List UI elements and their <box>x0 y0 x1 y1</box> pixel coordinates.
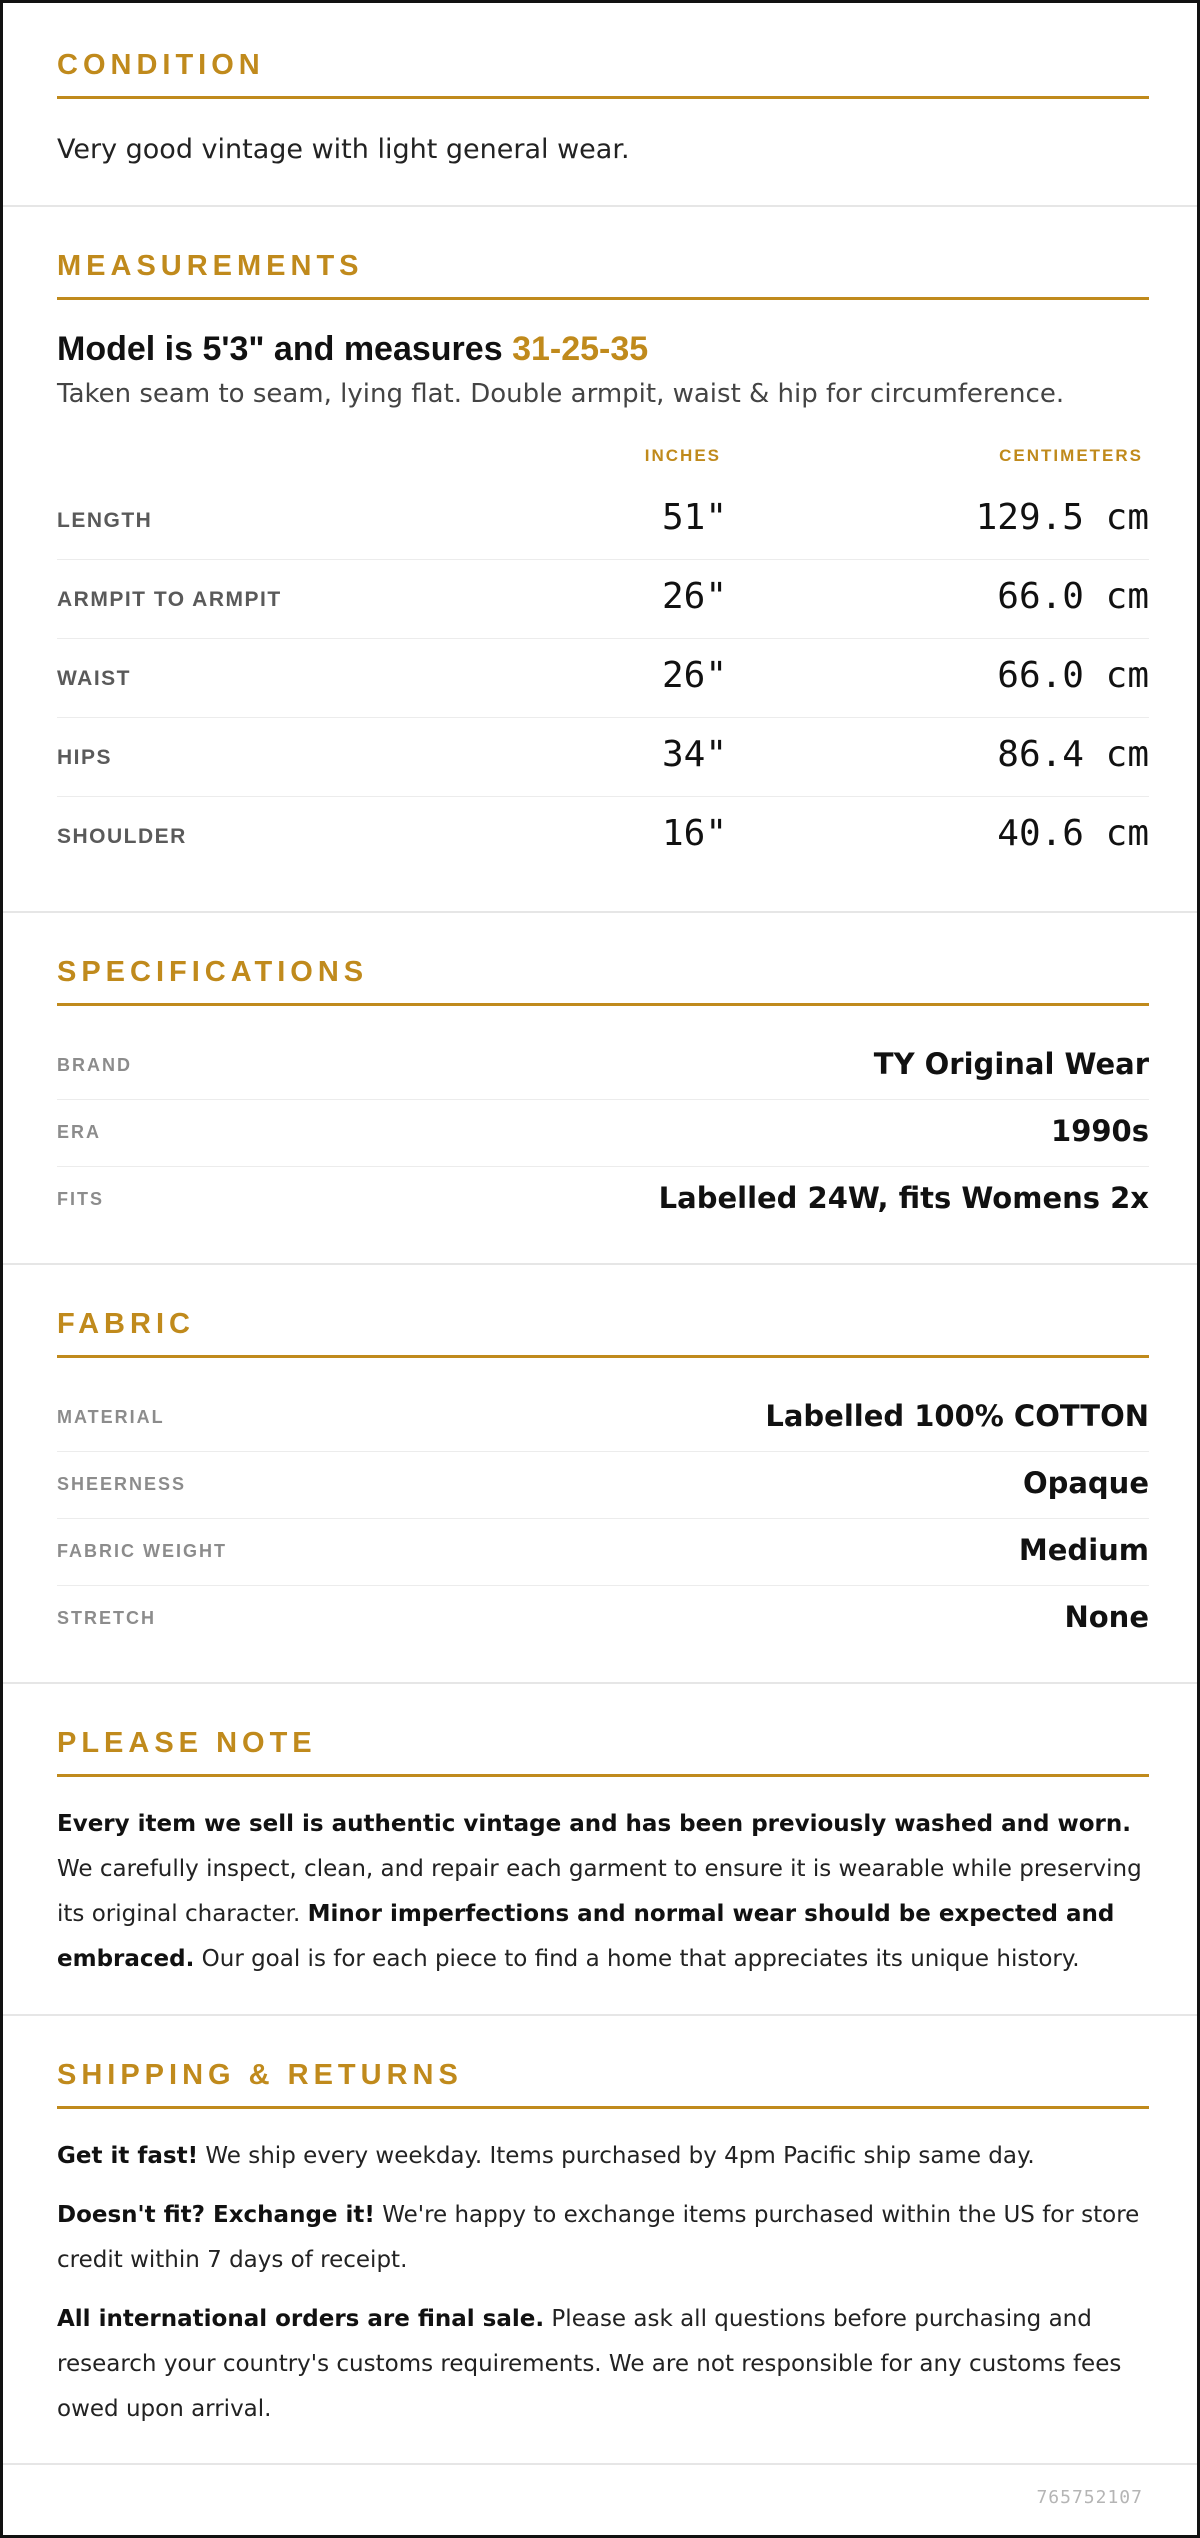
measurement-label: ARMPIT TO ARMPIT <box>57 588 282 611</box>
measurement-cm: 40.6 cm <box>997 813 1149 854</box>
col-cm-header: CENTIMETERS <box>999 446 1143 465</box>
spec-label: BRAND <box>57 1055 132 1075</box>
fabric-value: Labelled 100% COTTON <box>765 1399 1149 1433</box>
spec-row <box>57 1033 1149 1100</box>
note-text-2: Our goal is for each piece to find a home that appreciates its unique history. <box>194 1946 1080 1972</box>
measurement-cm: 86.4 cm <box>997 734 1149 775</box>
measurement-label: SHOULDER <box>57 825 187 848</box>
shipping-heading: SHIPPING & RETURNS <box>57 2059 463 2091</box>
measurement-cm: 129.5 cm <box>975 497 1149 538</box>
fabric-row <box>57 1519 1149 1586</box>
fabric-value: Medium <box>1018 1533 1149 1567</box>
condition-text: Very good vintage with light general wear. <box>57 134 630 165</box>
shipping-bold: Doesn't fit? Exchange it! <box>57 2202 375 2228</box>
shipping-paragraph <box>57 2297 1149 2432</box>
measurement-row <box>57 797 1149 876</box>
section-divider <box>3 205 1197 207</box>
specifications-heading: SPECIFICATIONS <box>57 956 369 988</box>
shipping-body: We're happy to exchange items purchased within the US for store credit within 7 days of receipt. <box>57 2202 1140 2273</box>
shipping-bold: Get it fast! <box>57 2143 199 2169</box>
spec-value: Labelled 24W, fits Womens 2x <box>658 1181 1149 1215</box>
measurement-label: HIPS <box>57 746 113 769</box>
model-measures: 31-25-35 <box>512 330 649 368</box>
shipping-rule <box>57 2106 1149 2109</box>
shipping-bold: All international orders are final sale. <box>57 2306 545 2332</box>
measurements-rule <box>57 297 1149 300</box>
section-divider <box>3 1682 1197 1684</box>
note-text-1: We carefully inspect, clean, and repair each garment to ensure it is wearable while preserving its original character. <box>57 1856 1142 1927</box>
shipping-text <box>57 2134 1149 2446</box>
shipping-body: Please ask all questions before purchasing and research your country's customs requirements. We are not responsible for any customs fees owed upon arrival. <box>57 2306 1122 2422</box>
specifications-rule <box>57 1003 1149 1006</box>
fabric-label: FABRIC WEIGHT <box>57 1541 227 1561</box>
measurement-row <box>57 481 1149 560</box>
model-prefix: Model is 5'3" and measures <box>57 330 513 368</box>
spec-label: FITS <box>57 1189 104 1209</box>
fabric-heading: FABRIC <box>57 1308 195 1340</box>
measurement-label: WAIST <box>57 667 131 690</box>
measurement-inches: 34" <box>661 734 727 775</box>
spec-label: ERA <box>57 1122 102 1142</box>
measurements-note: Taken seam to seam, lying flat. Double armpit, waist & hip for circumference. <box>57 379 1065 409</box>
measurement-cm: 66.0 cm <box>997 655 1149 696</box>
fabric-value: None <box>1064 1600 1149 1634</box>
fabric-value: Opaque <box>1022 1466 1149 1500</box>
condition-rule <box>57 96 1149 99</box>
fabric-label: STRETCH <box>57 1608 156 1628</box>
please-note-heading: PLEASE NOTE <box>57 1727 317 1759</box>
note-bold-2: Minor imperfections and normal wear should be expected and embraced. <box>57 1901 1115 1972</box>
shipping-paragraph <box>57 2134 1149 2179</box>
section-divider <box>3 911 1197 913</box>
fabric-rule <box>57 1355 1149 1358</box>
spec-value: TY Original Wear <box>873 1047 1149 1081</box>
model-line <box>57 330 648 369</box>
measurement-row <box>57 718 1149 797</box>
col-inches-header: INCHES <box>644 446 721 465</box>
shipping-body: We ship every weekday. Items purchased by 4pm Pacific ship same day. <box>198 2143 1035 2169</box>
fabric-label: SHEERNESS <box>57 1474 187 1494</box>
measurements-heading: MEASUREMENTS <box>57 250 364 282</box>
fabric-row <box>57 1452 1149 1519</box>
measurement-label: LENGTH <box>57 509 153 532</box>
fabric-label: MATERIAL <box>57 1407 165 1427</box>
note-bold-1: Every item we sell is authentic vintage and has been previously washed and worn. <box>57 1811 1131 1837</box>
spec-value: 1990s <box>1051 1114 1149 1148</box>
item-id: 765752107 <box>1036 2487 1143 2508</box>
please-note-rule <box>57 1774 1149 1777</box>
measurement-inches: 26" <box>661 655 727 696</box>
spec-row <box>57 1167 1149 1234</box>
please-note-text <box>57 1802 1149 1982</box>
measurement-inches: 26" <box>661 576 727 617</box>
spec-row <box>57 1100 1149 1167</box>
measurement-inches: 51" <box>661 497 727 538</box>
measurement-inches: 16" <box>661 813 727 854</box>
measurement-row <box>57 560 1149 639</box>
fabric-row <box>57 1385 1149 1452</box>
measurement-cm: 66.0 cm <box>997 576 1149 617</box>
shipping-paragraph <box>57 2193 1149 2283</box>
condition-heading: CONDITION <box>57 49 265 81</box>
section-divider <box>3 2463 1197 2465</box>
measurement-row <box>57 639 1149 718</box>
section-divider <box>3 1263 1197 1265</box>
fabric-row <box>57 1586 1149 1653</box>
section-divider <box>3 2014 1197 2016</box>
